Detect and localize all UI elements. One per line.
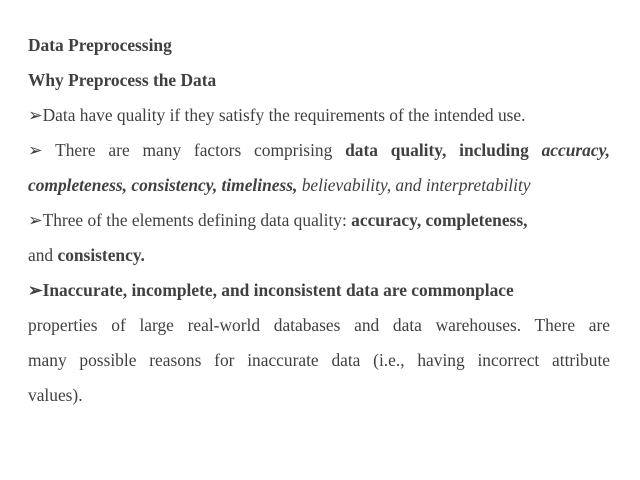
arrow-bullet-icon: ➢ <box>28 280 43 300</box>
bullet-item: ➢Three of the elements defining data quality: accuracy, completeness, <box>28 210 528 230</box>
bullet-item: ➢Data have quality if they satisfy the requirements of the intended use. <box>28 105 526 125</box>
arrow-bullet-icon: ➢ <box>28 105 43 125</box>
bullet-item: ➢ There are many factors comprising data quality, including accuracy, <box>28 140 610 160</box>
page-title: Data Preprocessing <box>28 35 172 55</box>
bullet-continuation: properties of large real-world databases and data warehouses. There are <box>28 315 610 335</box>
bullet-item: ➢Inaccurate, incomplete, and inconsistent data are commonplace <box>28 280 514 300</box>
arrow-bullet-icon: ➢ <box>28 210 43 230</box>
bullet-continuation: values). <box>28 385 83 405</box>
section-subtitle: Why Preprocess the Data <box>28 70 217 90</box>
bullet-continuation: completeness, consistency, timeliness, believability, and interpretability <box>28 175 531 195</box>
arrow-bullet-icon: ➢ <box>28 140 43 160</box>
bullet-continuation: many possible reasons for inaccurate data (i.e., having incorrect attribute <box>28 350 610 370</box>
slide-text <box>28 28 610 413</box>
bullet-continuation: and consistency. <box>28 245 145 265</box>
